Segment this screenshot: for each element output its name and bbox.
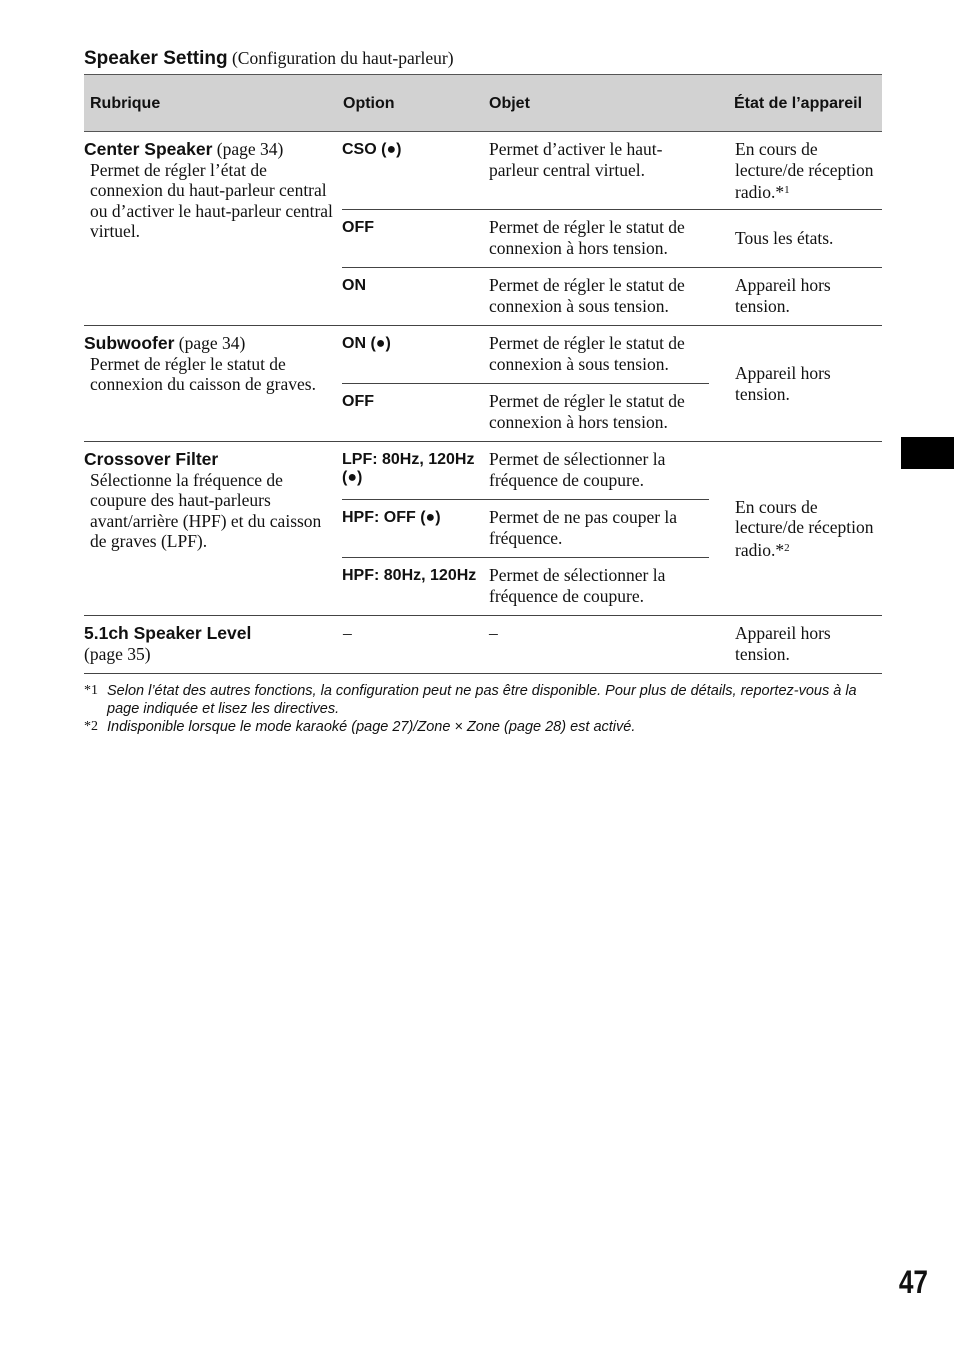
section-title-bold: Speaker Setting [84, 48, 228, 69]
header-etat: État de l’appareil [709, 75, 882, 132]
option-cell: OFF [342, 210, 483, 268]
table-header-row [84, 75, 882, 132]
section-title-rest: (Configuration du haut-parleur) [231, 48, 454, 68]
footnote [84, 682, 874, 718]
crossover-filter-desc: Sélectionne la fréquence de coupure des haut-parleurs avant/arrière (HPF) et du caisson de graves (LPF). [90, 469, 322, 551]
option-cell: ON [342, 268, 483, 326]
rubrique-crossover-filter [84, 442, 342, 616]
option-cell: LPF: 80Hz, 120Hz (●) [342, 442, 483, 500]
rubrique-subwoofer [84, 326, 342, 442]
objet-cell: Permet de ne pas couper la fréquence. [483, 500, 709, 558]
footnote-ref: 1 [784, 184, 790, 196]
subwoofer-page: (page 34) [178, 333, 246, 353]
footnote-mark: *2 [84, 719, 98, 734]
etat-cell: Appareil hors tension. [709, 268, 882, 326]
header-rubrique: Rubrique [84, 75, 342, 132]
option-cell: – [342, 616, 483, 674]
subwoofer-desc: Permet de régler le statut de connexion du caisson de graves. [90, 353, 316, 394]
rubrique-center-speaker [84, 132, 342, 326]
table-row [84, 616, 882, 674]
etat-cell: Appareil hors tension. [709, 326, 882, 442]
footnote [84, 718, 874, 736]
speaker-setting-table [84, 74, 882, 674]
etat-text: En cours de lecture/de réception radio.* [735, 496, 874, 560]
footnote-ref: 2 [784, 541, 790, 554]
center-speaker-name: Center Speaker [84, 139, 213, 159]
table-row [84, 132, 882, 210]
footnotes [84, 682, 874, 736]
option-cell: HPF: 80Hz, 120Hz [342, 558, 483, 616]
option-cell: CSO (●) [342, 132, 483, 210]
rubrique-speaker-level [84, 616, 342, 674]
subwoofer-name: Subwoofer [84, 333, 175, 353]
objet-cell: Permet de régler le statut de connexion à sous tension. [483, 326, 709, 384]
section-tab-marker [901, 437, 954, 469]
objet-cell: – [483, 616, 709, 674]
speaker-level-page: (page 35) [84, 643, 151, 664]
footnote-text: Indisponible lorsque le mode karaoké (page 27)/Zone × Zone (page 28) est activé. [107, 719, 636, 735]
center-speaker-page: (page 34) [216, 139, 284, 159]
objet-cell: Permet de régler le statut de connexion à hors tension. [483, 210, 709, 268]
page-number: 47 [898, 1264, 928, 1300]
speaker-level-name: 5.1ch Speaker Level [84, 623, 252, 643]
footnote-mark: *1 [84, 683, 98, 698]
etat-cell: Tous les états. [709, 210, 882, 268]
header-option: Option [342, 75, 483, 132]
table-row [84, 442, 882, 500]
objet-cell: Permet de sélectionner la fréquence de coupure. [483, 558, 709, 616]
section-title [84, 44, 884, 73]
etat-text: En cours de lecture/de réception radio.* [735, 139, 874, 202]
table-row [84, 326, 882, 384]
objet-cell: Permet de régler le statut de connexion à sous tension. [483, 268, 709, 326]
option-cell: HPF: OFF (●) [342, 500, 483, 558]
etat-cell: Appareil hors tension. [709, 616, 882, 674]
objet-cell: Permet de régler le statut de connexion à hors tension. [483, 384, 709, 442]
etat-cell [709, 442, 882, 616]
option-cell: OFF [342, 384, 483, 442]
option-cell: ON (●) [342, 326, 483, 384]
objet-cell: Permet de sélectionner la fréquence de coupure. [483, 442, 709, 500]
center-speaker-desc: Permet de régler l’état de connexion du haut-parleur central ou d’activer le haut-parleur central virtuel. [90, 159, 333, 241]
footnote-text: Selon l’état des autres fonctions, la configuration peut ne pas être disponible. Pour plus de détails, reportez-vous à la page indiquée et lisez les directives. [107, 683, 857, 717]
header-objet: Objet [483, 75, 709, 132]
objet-cell: Permet d’activer le haut-parleur central virtuel. [483, 132, 709, 210]
crossover-filter-name: Crossover Filter [84, 449, 219, 469]
etat-cell [709, 132, 882, 210]
